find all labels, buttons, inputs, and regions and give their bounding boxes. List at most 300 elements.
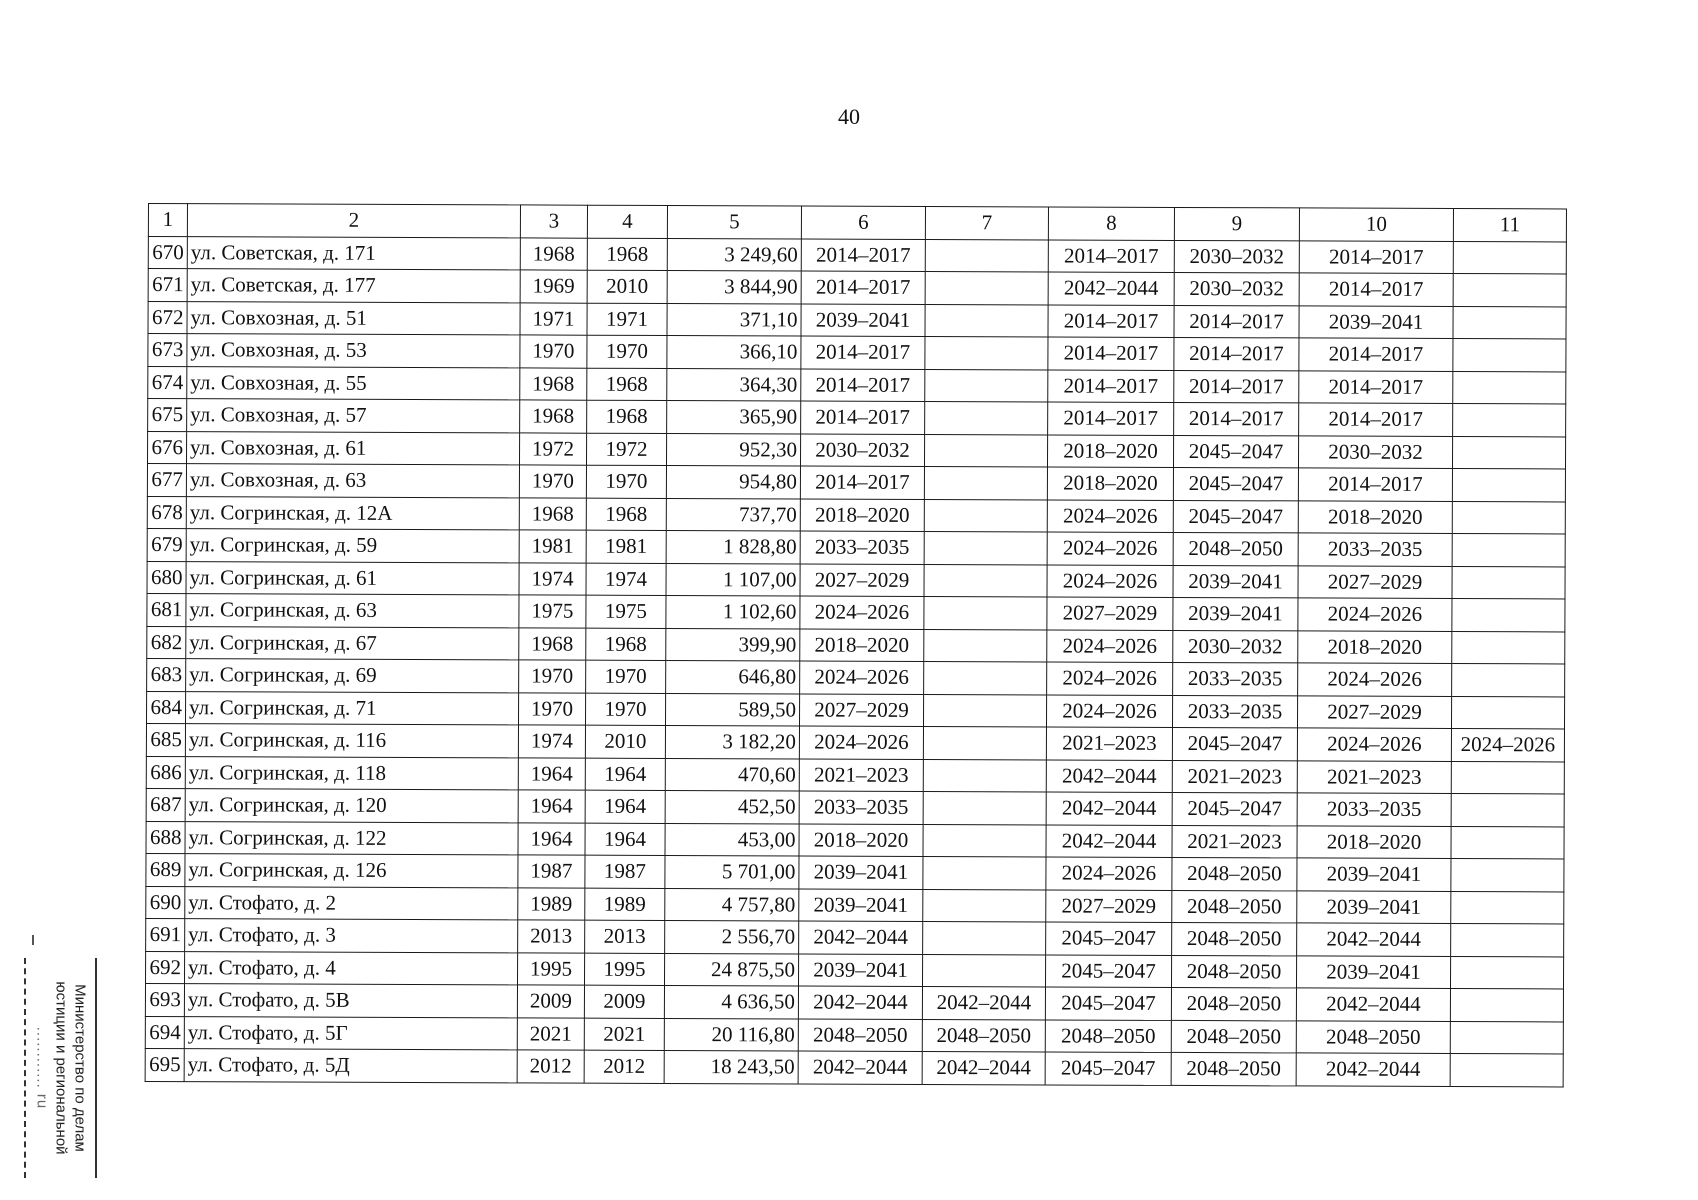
table-cell: 2024–2026 [800, 661, 924, 694]
table-cell: 2014–2017 [1174, 305, 1299, 338]
table-cell: ул. Стофато, д. 4 [185, 951, 518, 985]
table-cell [1451, 859, 1564, 892]
table-cell: 1964 [585, 823, 665, 856]
table-cell: 2014–2017 [1048, 337, 1174, 370]
table-cell: 2014–2017 [1299, 240, 1453, 273]
table-row [145, 1048, 1563, 1086]
table-row [145, 1016, 1563, 1054]
table-cell: 679 [147, 528, 186, 561]
table-row [147, 528, 1565, 566]
table-cell: ул. Согринская, д. 120 [185, 789, 518, 823]
table-cell: 684 [147, 691, 186, 724]
table-cell: 2021 [584, 1018, 664, 1051]
table-cell: 2021–2023 [1172, 760, 1297, 793]
table-cell: 2009 [584, 985, 664, 1018]
table-cell [925, 369, 1048, 402]
table-cell: 678 [147, 496, 186, 529]
table-cell: ул. Совхозная, д. 51 [187, 301, 520, 335]
table-cell: 3 182,20 [665, 725, 799, 758]
table-cell: 2014–2017 [1048, 304, 1174, 337]
table-cell: 2014–2017 [1048, 402, 1174, 435]
table-cell: 1974 [586, 563, 666, 596]
column-header: 3 [520, 205, 587, 238]
table-cell: 2033–2035 [1172, 695, 1297, 728]
table-cell: 2013 [518, 920, 585, 953]
table-row [145, 983, 1563, 1021]
table-cell: 2018–2020 [800, 629, 924, 662]
stamp-line-3: ............ ru [33, 1026, 50, 1110]
table-cell [925, 336, 1048, 369]
table-cell: ул. Согринская, д. 71 [186, 691, 519, 725]
table-cell: 2024–2026 [1297, 728, 1451, 761]
table-cell: 2024–2026 [1047, 662, 1173, 695]
table-cell: 2013 [585, 920, 665, 953]
column-header: 2 [187, 204, 520, 238]
table-cell: 1989 [585, 888, 665, 921]
column-header: 11 [1453, 209, 1566, 242]
table-cell: 2045–2047 [1172, 727, 1297, 760]
table-cell: ул. Совхозная, д. 61 [186, 431, 519, 465]
table-cell: 2045–2047 [1173, 435, 1298, 468]
table-cell: 2024–2026 [1298, 598, 1452, 631]
table-cell: 2024–2026 [1298, 663, 1452, 696]
stamp-line-1: Министерство по делам [71, 984, 88, 1152]
table-cell: 18 243,50 [664, 1050, 798, 1083]
column-number-row [148, 204, 1566, 242]
column-header: 7 [925, 206, 1048, 239]
table-row [148, 301, 1566, 339]
table-cell: 2039–2041 [1173, 565, 1298, 598]
table-cell: 2045–2047 [1045, 987, 1171, 1020]
table-cell: 2042–2044 [1046, 792, 1172, 825]
table-cell: 2014–2017 [1299, 403, 1453, 436]
table-cell: 2027–2029 [1047, 597, 1173, 630]
table-cell: 2042–2044 [798, 1051, 922, 1084]
table-cell [924, 629, 1047, 662]
table-cell: 1974 [518, 725, 585, 758]
table-cell: 693 [145, 983, 184, 1016]
table-cell: 1970 [586, 660, 666, 693]
table-cell [923, 791, 1046, 824]
table-cell: ул. Стофато, д. 5В [184, 984, 517, 1018]
table-cell: 691 [146, 918, 185, 951]
table-cell: ул. Совхозная, д. 53 [187, 334, 520, 368]
table-cell: 2033–2035 [800, 531, 924, 564]
table-cell: 2048–2050 [1172, 922, 1297, 955]
column-header: 10 [1299, 208, 1453, 241]
table-cell: 2033–2035 [1173, 662, 1298, 695]
table-cell: 2039–2041 [799, 856, 923, 889]
table-cell: 2048–2050 [922, 1019, 1045, 1052]
table-cell: 2014–2017 [1174, 402, 1299, 435]
table-cell [1453, 274, 1566, 307]
table-cell: 646,80 [666, 660, 800, 693]
table-cell: 1969 [520, 270, 587, 303]
table-cell: ул. Согринская, д. 126 [185, 854, 518, 888]
table-cell: 1968 [520, 367, 587, 400]
table-cell: 952,30 [666, 433, 800, 466]
table-cell: 2018–2020 [1047, 467, 1173, 500]
table-cell [1450, 1054, 1563, 1087]
table-cell: 2048–2050 [1172, 890, 1297, 923]
table-cell [924, 434, 1047, 467]
table-cell: 2024–2026 [1047, 532, 1173, 565]
table-cell: 1970 [520, 335, 587, 368]
table-cell: 2014–2017 [800, 466, 924, 499]
table-cell: ул. Согринская, д. 63 [186, 594, 519, 628]
table-cell [1452, 599, 1565, 632]
table-cell: 2039–2041 [799, 889, 923, 922]
table-cell: 2021–2023 [1046, 727, 1172, 760]
table-cell: ул. Стофато, д. 2 [185, 886, 518, 920]
table-cell: ул. Стофато, д. 3 [185, 919, 518, 953]
column-header: 8 [1048, 207, 1174, 240]
table-cell: 670 [148, 236, 187, 269]
table-cell: 2027–2029 [1297, 695, 1451, 728]
table-cell: 2039–2041 [798, 954, 922, 987]
table-cell [925, 304, 1048, 337]
table-cell: ул. Совхозная, д. 57 [187, 399, 520, 433]
table-cell: 1974 [519, 562, 586, 595]
table-cell: 685 [146, 723, 185, 756]
table-cell: 1968 [587, 368, 667, 401]
table-cell: 1995 [584, 953, 664, 986]
table-cell: 399,90 [666, 628, 800, 661]
table-cell: ул. Советская, д. 171 [187, 236, 520, 270]
table-cell: 682 [147, 626, 186, 659]
table-cell: 2014–2017 [1299, 338, 1453, 371]
housing-registry-table [145, 203, 1567, 1087]
table-cell: 2021–2023 [1297, 760, 1451, 793]
table-cell: 2042–2044 [1296, 1053, 1450, 1086]
table-cell: 2042–2044 [922, 1051, 1045, 1084]
table-cell: 1987 [585, 855, 665, 888]
table-cell: 1981 [519, 530, 586, 563]
table-cell: ул. Стофато, д. 5Г [184, 1016, 517, 1050]
table-cell: 1968 [587, 238, 667, 271]
table-cell: 2012 [584, 1050, 664, 1083]
table-cell [1451, 761, 1564, 794]
table-cell: 4 636,50 [664, 985, 798, 1018]
table-cell: 2042–2044 [1296, 988, 1450, 1021]
table-cell: 1964 [518, 757, 585, 790]
table-cell: 2009 [517, 985, 584, 1018]
table-cell: 2042–2044 [922, 986, 1045, 1019]
table-row [148, 399, 1566, 437]
table-cell: 2024–2026 [1046, 857, 1172, 890]
table-cell: 2033–2035 [799, 791, 923, 824]
table-row [146, 821, 1564, 859]
table-cell: 671 [148, 269, 187, 302]
table-cell: 2018–2020 [800, 499, 924, 532]
table-cell: 673 [148, 334, 187, 367]
table-cell: 689 [146, 853, 185, 886]
table-cell: 1981 [586, 530, 666, 563]
table-cell: 2039–2041 [1297, 858, 1451, 891]
table-cell: 2 556,70 [665, 920, 799, 953]
table-cell: 2039–2041 [801, 304, 925, 337]
table-cell: 2030–2032 [1173, 630, 1298, 663]
table-cell: 365,90 [667, 400, 801, 433]
table-row [148, 236, 1566, 274]
table-cell: 1989 [518, 887, 585, 920]
table-cell: 1968 [519, 497, 586, 530]
table-cell: 954,80 [666, 465, 800, 498]
table-cell: 681 [147, 593, 186, 626]
table-cell: 2014–2017 [1174, 337, 1299, 370]
table-cell: 2014–2017 [1298, 468, 1452, 501]
table-cell: 2018–2020 [799, 824, 923, 857]
table-cell: 364,30 [667, 368, 801, 401]
table-cell: ул. Согринская, д. 116 [185, 724, 518, 758]
column-header: 1 [148, 204, 187, 237]
table-cell [923, 921, 1046, 954]
table-cell [923, 759, 1046, 792]
table-cell [1451, 924, 1564, 957]
table-cell: 2048–2050 [1296, 1020, 1450, 1053]
table-cell: 674 [148, 366, 187, 399]
table-cell: 2048–2050 [1171, 955, 1296, 988]
table-cell: 2033–2035 [1297, 793, 1451, 826]
table-cell: 1968 [519, 627, 586, 660]
table-cell: 2014–2017 [801, 369, 925, 402]
table-row [148, 334, 1566, 372]
table-cell: 2027–2029 [800, 564, 924, 597]
column-header: 9 [1174, 207, 1299, 240]
table-row [147, 561, 1565, 599]
table-cell [925, 239, 1048, 272]
table-cell: 2018–2020 [1298, 630, 1452, 663]
table-cell: 366,10 [667, 335, 801, 368]
table-cell: 690 [146, 886, 185, 919]
table-cell: 2027–2029 [799, 694, 923, 727]
table-row [148, 366, 1566, 404]
table-cell: 2048–2050 [1045, 1019, 1171, 1052]
column-header: 4 [587, 205, 667, 238]
table-cell: 1970 [586, 465, 666, 498]
column-header: 5 [667, 205, 801, 238]
table-cell [1453, 339, 1566, 372]
table-cell [924, 531, 1047, 564]
table-cell [1450, 1021, 1563, 1054]
table-cell: 1968 [520, 237, 587, 270]
table-cell: 1971 [587, 303, 667, 336]
table-cell: ул. Совхозная, д. 63 [186, 464, 519, 498]
table-cell: 1987 [518, 855, 585, 888]
table-cell: 2024–2026 [1046, 694, 1172, 727]
table-cell: 2048–2050 [1171, 987, 1296, 1020]
table-cell: 737,70 [666, 498, 800, 531]
table-cell: 371,10 [667, 303, 801, 336]
table-cell [1453, 404, 1566, 437]
table-cell: 686 [146, 756, 185, 789]
table-cell [924, 596, 1047, 629]
table-cell [1450, 989, 1563, 1022]
table-cell: 2014–2017 [1174, 370, 1299, 403]
table-cell: 683 [147, 658, 186, 691]
table-cell [924, 661, 1047, 694]
table-cell: 5 701,00 [665, 855, 799, 888]
table-cell: 687 [146, 788, 185, 821]
table-cell [1451, 696, 1564, 729]
table-cell: 680 [147, 561, 186, 594]
table-cell: 2039–2041 [1299, 305, 1453, 338]
table-cell [1453, 241, 1566, 274]
table-cell: 1 107,00 [666, 563, 800, 596]
table-cell: 2045–2047 [1046, 922, 1172, 955]
table-cell: ул. Согринская, д. 12А [186, 496, 519, 530]
table-cell: 2042–2044 [1046, 759, 1172, 792]
table-cell: 2042–2044 [799, 921, 923, 954]
table-cell [924, 499, 1047, 532]
table-row [147, 593, 1565, 631]
table-cell: 2042–2044 [798, 986, 922, 1019]
table-cell: ул. Стофато, д. 5Д [184, 1049, 517, 1083]
table-cell: ул. Согринская, д. 69 [186, 659, 519, 693]
table-cell: 20 116,80 [664, 1018, 798, 1051]
table-cell: 2018–2020 [1298, 500, 1452, 533]
table-cell: 2048–2050 [1171, 1052, 1296, 1085]
table-cell: 2033–2035 [1298, 533, 1452, 566]
table-row [147, 626, 1565, 664]
table-row [146, 918, 1564, 956]
table-cell: 1975 [519, 595, 586, 628]
table-cell: 1971 [520, 302, 587, 335]
table-cell: 1995 [518, 952, 585, 985]
table-cell: 2039–2041 [1173, 597, 1298, 630]
table-cell: 1970 [587, 335, 667, 368]
table-cell [1452, 534, 1565, 567]
table-cell: 3 844,90 [667, 270, 801, 303]
table-cell: 2024–2026 [800, 596, 924, 629]
table-cell: 2027–2029 [1298, 565, 1452, 598]
table-cell [1453, 371, 1566, 404]
table-cell: 3 249,60 [667, 238, 801, 271]
table-row [146, 788, 1564, 826]
table-cell: 688 [146, 821, 185, 854]
table-row [148, 269, 1566, 307]
table-cell: 2014–2017 [1048, 239, 1174, 272]
table-cell: ул. Советская, д. 177 [187, 269, 520, 303]
table-cell: 1968 [587, 400, 667, 433]
table-cell [1452, 469, 1565, 502]
table-cell [1452, 631, 1565, 664]
table-cell [1451, 794, 1564, 827]
table-row [147, 431, 1565, 469]
table-row [147, 464, 1565, 502]
table-cell: 2021–2023 [799, 759, 923, 792]
table-cell: 2024–2026 [1047, 564, 1173, 597]
table-row [147, 691, 1565, 729]
table-cell: 2045–2047 [1173, 467, 1298, 500]
table-cell: 694 [145, 1016, 184, 1049]
table-cell: 2045–2047 [1172, 792, 1297, 825]
table-cell: 2027–2029 [1046, 889, 1172, 922]
table-cell: 1964 [518, 790, 585, 823]
table-cell: 2024–2026 [1451, 729, 1564, 762]
table-cell [1452, 566, 1565, 599]
table-cell: 2010 [585, 725, 665, 758]
table-cell: 2014–2017 [1299, 273, 1453, 306]
table-cell: 2045–2047 [1173, 500, 1298, 533]
scan-mark [32, 935, 34, 945]
table-cell [924, 466, 1047, 499]
table-cell: 1972 [586, 433, 666, 466]
table-cell [1451, 826, 1564, 859]
table-cell [923, 889, 1046, 922]
table-cell: 2010 [587, 270, 667, 303]
table-cell: 677 [147, 464, 186, 497]
table-cell: 2014–2017 [801, 239, 925, 272]
table-cell: 1968 [520, 400, 587, 433]
table-cell: 1975 [586, 595, 666, 628]
table-cell: 2014–2017 [801, 336, 925, 369]
table-cell: 1970 [585, 693, 665, 726]
table-row [147, 496, 1565, 534]
table-cell [1451, 891, 1564, 924]
table-cell: 2018–2020 [1047, 434, 1173, 467]
table-cell: 2048–2050 [1171, 1020, 1296, 1053]
table-cell: 2024–2026 [1047, 499, 1173, 532]
table-cell: 676 [147, 431, 186, 464]
table-cell [1452, 436, 1565, 469]
table-cell [1452, 501, 1565, 534]
table-cell [923, 726, 1046, 759]
table-cell [1450, 956, 1563, 989]
table-cell: 2039–2041 [1297, 890, 1451, 923]
table-cell: 2030–2032 [1298, 435, 1452, 468]
table-cell: 1970 [519, 465, 586, 498]
table-cell: 2024–2026 [799, 726, 923, 759]
table-cell: 2048–2050 [1173, 532, 1298, 565]
table-cell: 2045–2047 [1045, 954, 1171, 987]
table-cell: 2042–2044 [1046, 824, 1172, 857]
table-cell: 2042–2044 [1297, 923, 1451, 956]
table-cell: 2045–2047 [1045, 1052, 1171, 1085]
page-number: 40 [838, 104, 860, 129]
table-cell: 452,50 [665, 790, 799, 823]
stamp-line-2: юстиции и региональной [52, 981, 69, 1155]
table-cell: 1970 [518, 692, 585, 725]
table-cell: 2018–2020 [1297, 825, 1451, 858]
table-cell: 1 828,80 [666, 530, 800, 563]
table-cell: 453,00 [665, 823, 799, 856]
table-cell: ул. Согринская, д. 122 [185, 821, 518, 855]
table-cell: 2014–2017 [1299, 370, 1453, 403]
table-cell: 589,50 [665, 693, 799, 726]
table-cell [924, 564, 1047, 597]
table-cell: 672 [148, 301, 187, 334]
table-cell: 470,60 [665, 758, 799, 791]
table-cell: 1972 [519, 432, 586, 465]
table-cell: 2030–2032 [1174, 240, 1299, 273]
table-cell: 1968 [586, 498, 666, 531]
table-cell: 675 [148, 399, 187, 432]
table-cell [923, 856, 1046, 889]
table-cell [925, 271, 1048, 304]
table-cell: ул. Согринская, д. 67 [186, 626, 519, 660]
table-cell: 695 [145, 1048, 184, 1081]
table-cell: 2039–2041 [1296, 955, 1450, 988]
table-row [146, 951, 1564, 989]
ministry-stamp [24, 958, 97, 1178]
table-cell [925, 401, 1048, 434]
table-cell: 2014–2017 [801, 401, 925, 434]
table-cell: 24 875,50 [664, 953, 798, 986]
table-cell: ул. Согринская, д. 118 [185, 756, 518, 790]
table-body [145, 236, 1566, 1086]
table-row [146, 723, 1564, 761]
